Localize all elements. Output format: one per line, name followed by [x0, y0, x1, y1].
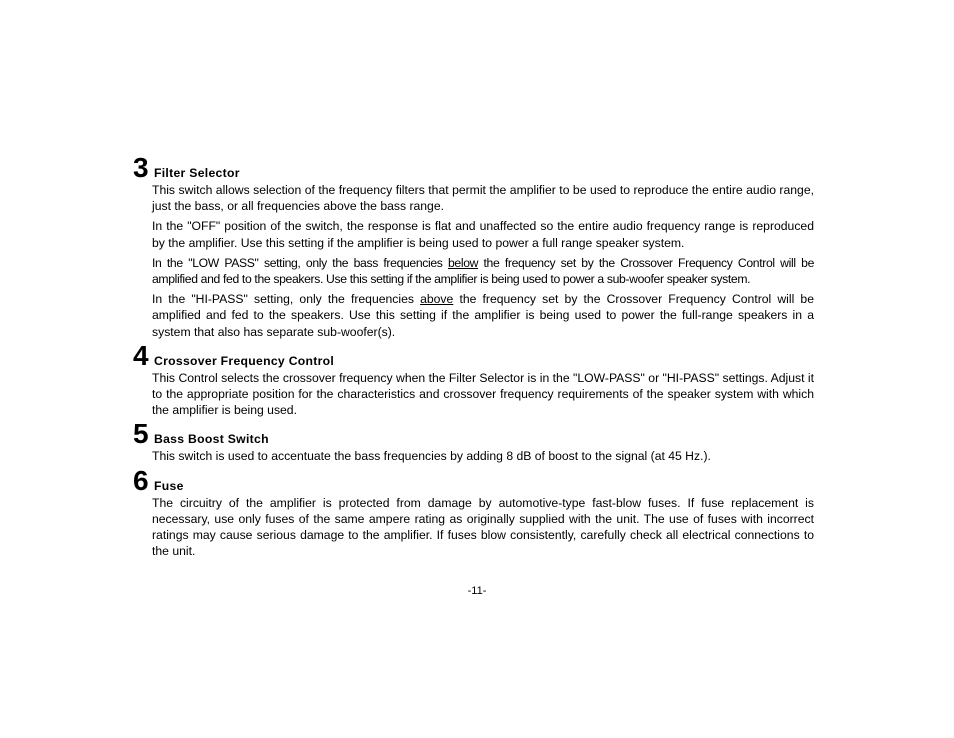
section-heading-filter-selector — [133, 154, 814, 182]
paragraph: This Control selects the crossover frequency when the Filter Selector is in the "LOW-PASS" or "HI-PASS" settings. Adjust it to the appropriate position for the characteristics and crossover frequency requirements of the speaker system with which the amplifier is being used. — [152, 370, 814, 418]
paragraph: The circuitry of the amplifier is protected from damage by automotive-type fast-blow fuses. If fuse replacement is necessary, use only fuses of the same ampere rating as originally supplied with the unit. The use of fuses with incorrect ratings may cause serious damage to the amplifier. If fuses blow consistently, carefully check all electrical connections to the unit. — [152, 495, 814, 559]
page-number: -11- — [467, 585, 487, 597]
section-number: 6 — [133, 464, 148, 496]
section-heading-crossover-frequency-control — [133, 339, 814, 371]
underlined-word: above — [420, 292, 454, 307]
paragraph-text: the frequency set by the Crossover Frequency Control will be amplified and fed to the speakers. Use this setting if the amplifier is being used to power a sub-woofer speaker system. — [152, 255, 814, 287]
section-heading-bass-boost-switch — [133, 420, 814, 448]
section-number: 4 — [133, 339, 148, 371]
section-number: 5 — [133, 418, 148, 450]
section-heading-fuse — [133, 464, 814, 496]
paragraph-text: the frequency set by the Crossover Frequency Control will be amplified and fed to the speakers. Use this setting if the amplifier is being used to power the full-range speakers in a system that also has separate sub-woofer(s). — [152, 292, 814, 339]
section-title: Bass Boost Switch — [154, 432, 269, 447]
page-content — [133, 154, 814, 559]
paragraph: This switch is used to accentuate the bass frequencies by adding 8 dB of boost to the signal (at 45 Hz.). — [152, 449, 711, 464]
paragraph — [152, 255, 814, 287]
paragraph-text: In the "HI-PASS" setting, only the frequencies — [152, 292, 421, 307]
section-title: Crossover Frequency Control — [154, 353, 335, 368]
paragraph: In the "OFF" position of the switch, the response is flat and unaffected so the entire audio frequency range is reproduced by the amplifier. Use this setting if the amplifier is being used to power a full range speaker system. — [152, 219, 814, 250]
section-title: Filter Selector — [154, 166, 240, 180]
section-title: Fuse — [154, 478, 184, 493]
underlined-word: below — [447, 255, 479, 270]
paragraph: This switch allows selection of the frequency filters that permit the amplifier to be used to reproduce the entire audio range, just the bass, or all frequencies above the bass range. — [152, 183, 814, 214]
paragraph-text: In the "LOW PASS" setting, only the bass frequencies — [152, 255, 448, 270]
paragraph — [152, 291, 814, 340]
section-number: 3 — [133, 152, 148, 183]
